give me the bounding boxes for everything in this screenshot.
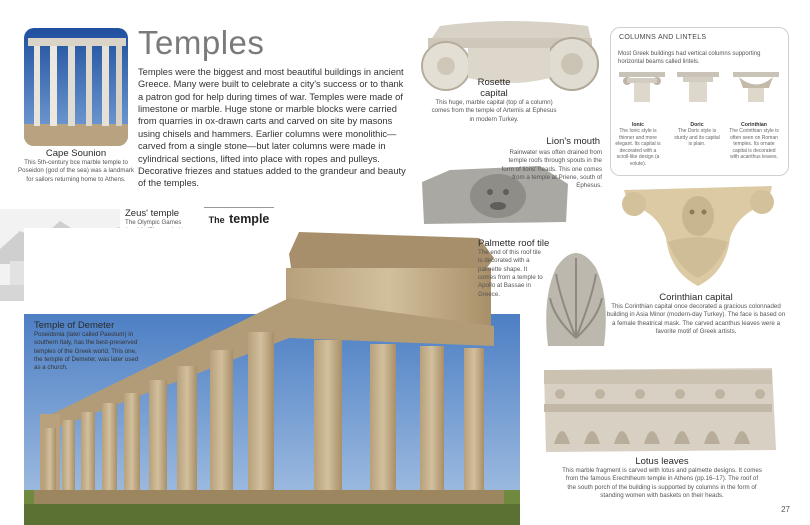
ionic-column-icon — [619, 72, 665, 102]
lotus-leaves-caption: This marble fragment is carved with lotus and palmette designs. It comes from the famous Erechtheum temple in Athens (pp.16–17). The roof of the south porch of the building is supported by columns in the form of standing women with baskets on their heads. — [562, 467, 762, 500]
ionic-style: Ionic The Ionic style is thinner and more elegant. Its capital is decorated with a scroll-like design (a volute). — [615, 122, 661, 167]
corinthian-capital-image — [618, 182, 778, 294]
corinthian-capital-title: Corinthian capital — [659, 292, 733, 303]
temple-of-demeter-caption: Poseidonia (later called Paestum) in southern Italy, has the best-preserved temples of the Greek world. This one, the temple of Demeter, was later used as a church. — [34, 331, 139, 372]
temple-of-demeter-photo — [24, 228, 520, 525]
doric-column-icon — [677, 72, 719, 102]
lions-mouth-caption: Rainwater was often drained from temple roofs through spouts in the form of lions' heads. This one comes from a temple at Priene, south of Ephesus. — [501, 149, 602, 190]
palmette-tile-caption: The end of this roof tile is decorated with a palmette shape. It comes from a temple to Apollo at Bassae in Greece. — [478, 249, 543, 298]
rosette-capital-title: Rosette capital — [477, 77, 511, 99]
columns-box-title: COLUMNS AND LINTELS — [619, 34, 707, 41]
cape-sounion-title: Cape Sounion — [45, 148, 107, 159]
intro-paragraph: Temples were the biggest and most beautiful buildings in ancient Greece. Many were built to celebrate a city's success or to thank a patron god for help during times of war. Temples were made of limestone or marble. Huge stone or marble blocks were carried from quarries in ox-drawn carts and carved on site by masons using chisels and hammers. Earlier columns were monolithic—carved from a single stone—but later columns were made in cylindrical sections, lifted into place with ropes and pulleys. Decorative friezes and statues added to the grandeur and beauty of the temples. — [138, 67, 406, 189]
rosette-capital-caption: This huge, marble capital (top of a column) comes from the temple of Artemis at Ephesus in modern Turkey. — [431, 99, 557, 123]
page-number: 27 — [781, 505, 790, 514]
pull-quote: The temple — [198, 207, 280, 290]
zeus-temple-caption: The Olympic Games — [125, 219, 182, 226]
zeus-temple-title: Zeus' temple — [125, 208, 180, 219]
corinthian-column-icon — [733, 72, 779, 102]
columns-box-text: Most Greek buildings had vertical columns supporting horizontal beams called lintels. — [618, 51, 761, 66]
page-title: Temples — [138, 24, 265, 61]
corinthian-capital-caption: This Corinthian capital once decorated a gracious colonnaded building in Asia Minor (modern-day Turkey). The face is based on a female theatrical mask. The carved acanthus leaves were a favorite motif of Greek artists. — [606, 303, 786, 336]
palmette-tile-title: Palmette roof tile — [478, 238, 550, 249]
lotus-leaves-title: Lotus leaves — [635, 456, 689, 467]
doric-style: Doric The Doric style is sturdy and its capital is plain. — [674, 122, 720, 147]
cape-sounion-caption: This 5th-century bce marble temple to Poseidon (god of the sea) was a landmark for sailors returning home to Athens. — [18, 159, 134, 183]
cape-sounion-photo — [24, 28, 128, 146]
lions-mouth-title: Lion's mouth — [546, 136, 600, 147]
palmette-roof-tile-image — [540, 238, 612, 350]
temple-of-demeter-title: Temple of Demeter — [34, 320, 115, 331]
corinthian-style: Corinthian The Corinthian style is often seen on Roman temples. Its ornate capital is decorated with acanthus leaves. — [729, 122, 779, 160]
lotus-leaves-image — [540, 364, 778, 456]
